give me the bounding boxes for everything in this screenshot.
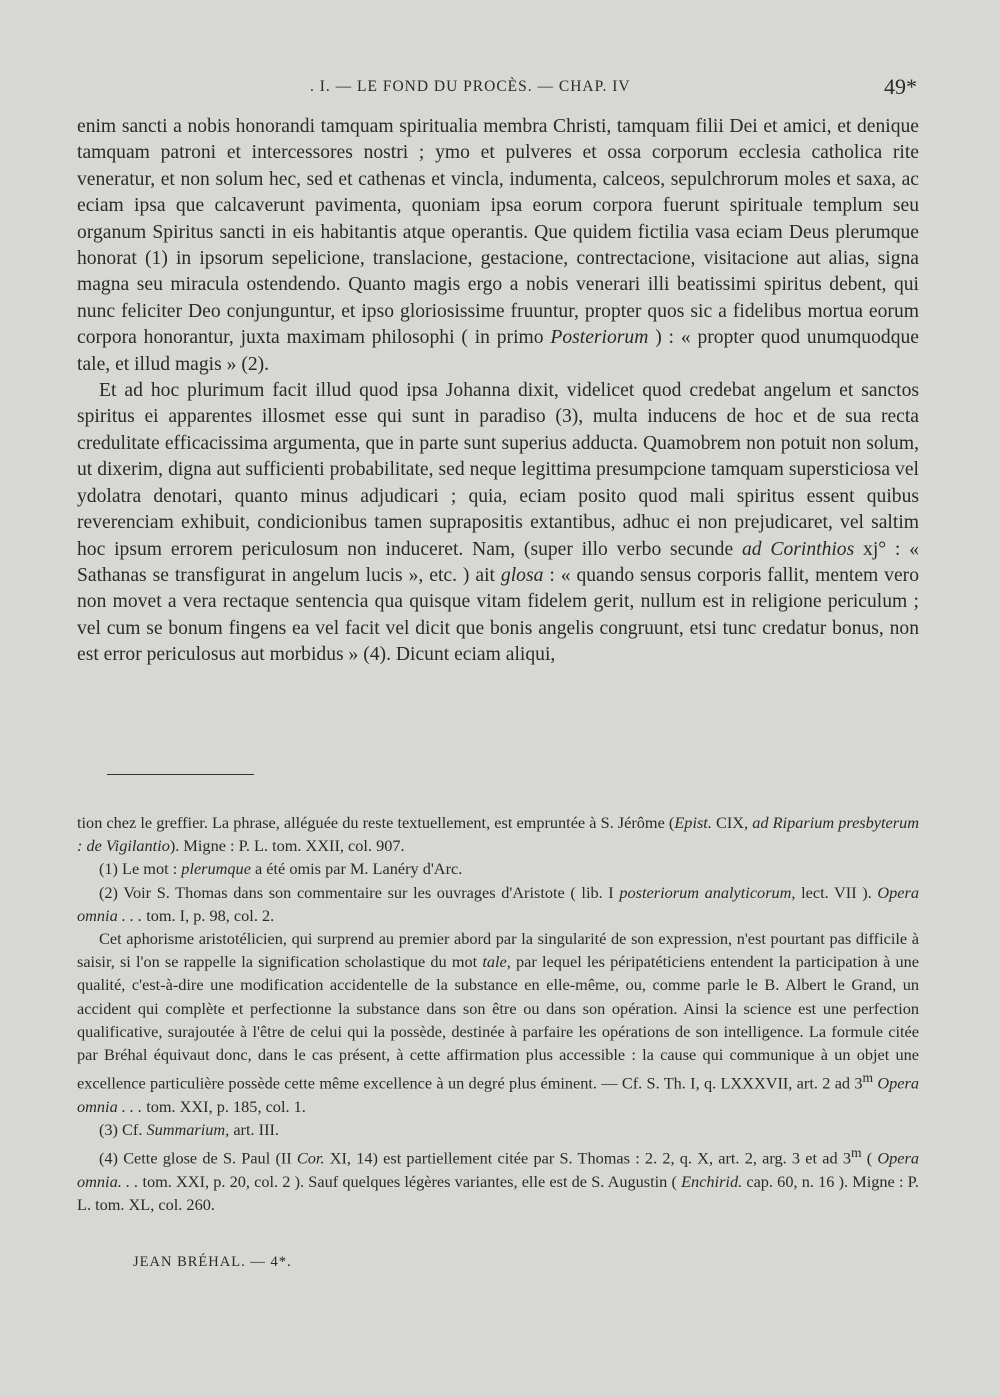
superscript: m [850, 1145, 862, 1161]
italic-run: posteriorum analyticorum, [619, 882, 796, 902]
text-run: par lequel les péripatéticiens entendent la participation à une qualité, c'est-à-dire une modification accidentelle de la substance en elle-même, ou, comme parle le B. Albert le Grand, un accident qui complète et perfectionne la substance dans son être ou dans son opération. Ainsi la science est une perfection qualificative, surajoutée à l'être de celui qui la possède, destinée à parfaire les opérations de son intelligence. La formule citée par Bréhal équivaut donc, dans le cas présent, à cette affirmation plus accessible : la cause qui communique à un objet une excellence particulière possède cette même excellence à un degré plus éminent. — Cf. S. Th. I, q. LXXXVII, art. 2 ad 3 [77, 952, 919, 1093]
text-run: a été omis par M. Lanéry d'Arc. [250, 859, 463, 879]
italic-run: Opera omnia. . . [77, 1148, 919, 1191]
text-run: tom. XXI, p. 20, col. 2 ). Sauf quelques légères variantes, elle est de S. Augustin ( [138, 1171, 682, 1191]
text-run: tion chez le greffier. La phrase, alléguée du reste textuellement, est empruntée à S. Jérôme ( [77, 813, 675, 832]
italic-run: plerumque [181, 859, 251, 879]
text-run: XI, 14) est partiellement citée par S. Thomas : 2. 2, q. X, art. 2, arg. 3 et ad 3 [324, 1148, 851, 1168]
superscript: m [862, 1070, 874, 1086]
italic-run: Cor. [296, 1148, 325, 1168]
text-run: art. III. [229, 1120, 279, 1140]
page-number: 49* [884, 74, 917, 99]
footnotes [77, 811, 919, 1216]
running-head: . I. — LE FOND DU PROCÈS. — CHAP. IV [310, 78, 631, 95]
footnote-2-commentary [77, 927, 919, 1118]
italic-run: Epist. [674, 813, 712, 832]
italic-run: Enchirid. [681, 1171, 743, 1191]
italic-run: ad Riparium presbyterum : de Vigilantio [77, 813, 919, 856]
footnote-4 [77, 1141, 919, 1216]
italic-run: Opera omnia . . . [77, 1073, 919, 1116]
italic-run: Summarium, [146, 1120, 230, 1140]
text-run: : « quando sensus corporis fallit, mentem vero non movet a vera rectaque sentencia qua quisque vitam fidelem gerit, nullum est in religione periculum ; vel cum se bonum fingens ea vel facit vel dicit que bonis angelis congruunt, etsi tunc credatur bonus, non est error periculosus aut morbidus » (4). Dicunt eciam aliqui, [77, 564, 920, 666]
italic-run: glosa [500, 564, 544, 586]
paragraph-1 [77, 114, 919, 378]
text-run: cap. 60, n. 16 ). Migne : P. L. tom. XL, col. 260. [77, 1171, 919, 1215]
text-run: ). Migne : P. L. tom. XXII, col. 907. [169, 836, 405, 856]
text-run: xj° : « Sathanas se transfigurat in angelum lucis », etc. ) ait [77, 538, 919, 586]
text-run: tom. I, p. 98, col. 2. [142, 905, 275, 925]
footnote-1 [77, 857, 919, 880]
signature-mark: JEAN BRÉHAL. — 4*. [133, 1254, 292, 1270]
italic-run: Opera omnia . . . [77, 882, 919, 925]
text-run: Et ad hoc plurimum facit illud quod ipsa Johanna dixit, videlicet quod credebat angelum et sanctos spiritus ei apparentes illosmet esse qui sunt in paradiso (3), multa inducens de hoc et de sua recta credulitate efficacissima argumenta, que in parte sunt superius adducta. Quamobrem non potuit non solum, ut dixerim, digna aut sufficienti probabilitate, sed neque legittima presumpcione tamquam supersticiosa vel ydolatra denotari, quanto minus adjudicari ; quia, eciam posito quod mali spiritus essent quibus reverenciam exhibuit, condicionibus tamen suprapositis extantibus, adhuc ei non prejudicaret, vel saltim hoc ipsum errorem periculosum non induceret. Nam, (super illo verbo secunde [77, 380, 919, 560]
footnote-continued [77, 811, 919, 857]
text-run: lect. VII ). [795, 882, 878, 902]
main-text [77, 114, 919, 669]
paragraph-2 [77, 378, 919, 668]
text-run: Cet aphorisme aristotélicien, qui surprend au premier abord par la singularité de son expression, n'est pourtant pas difficile à saisir, si l'on se rappelle la signification scholastique du mot [77, 929, 919, 972]
text-run: CIX, [711, 813, 753, 832]
italic-run: ad Corinthios [741, 538, 855, 560]
footnote-separator [107, 774, 254, 775]
text-run: ( [861, 1148, 878, 1168]
text-run: (3) Cf. [99, 1120, 147, 1140]
footnote-2 [77, 881, 919, 927]
text-run: tom. XXI, p. 185, col. 1. [142, 1096, 306, 1116]
text-run: (2) Voir S. Thomas dans son commentaire sur les ouvrages d'Aristote ( lib. I [99, 882, 620, 902]
italic-run: Posteriorum [550, 327, 649, 349]
text-run: ) : « propter quod unumquodque tale, et illud magis » (2). [77, 327, 919, 375]
footnote-3 [77, 1118, 919, 1141]
text-run: enim sancti a nobis honorandi tamquam spiritualia membra Christi, tamquam filii Dei et amici, et denique tamquam patroni et intercessores nostri ; ymo et pulveres et ossa corporum ecclesia catholica rite veneratur, et non solum hec, sed et cathenas et vincla, indumenta, calceos, sepulchrorum moles et saxa, ac eciam ipsa que calcaverunt pavimenta, quoniam ipsa eorum corpora fuerunt spirituale templum seu organum Spiritus sancti in eis habitantis atque operantis. Que quidem fictilia vasa eciam Deus plerumque honorat (1) in ipsorum sepelicione, translacione, gestacione, contrectacione, visitacione aut alias, signa magna seu miracula ostendendo. Quanto magis ergo a nobis venerari illi beatissimi spiritus debent, qui nunc feliciter Deo conjunguntur, et ipso gloriosissime fruuntur, propter quos sic a fidelibus mortua eorum corpora honorantur, juxta maximam philosophi ( in primo [77, 116, 919, 349]
text-run: (4) Cette glose de S. Paul (II [99, 1148, 297, 1168]
italic-run: tale, [482, 952, 511, 972]
text-run: (1) Le mot : [99, 859, 182, 879]
